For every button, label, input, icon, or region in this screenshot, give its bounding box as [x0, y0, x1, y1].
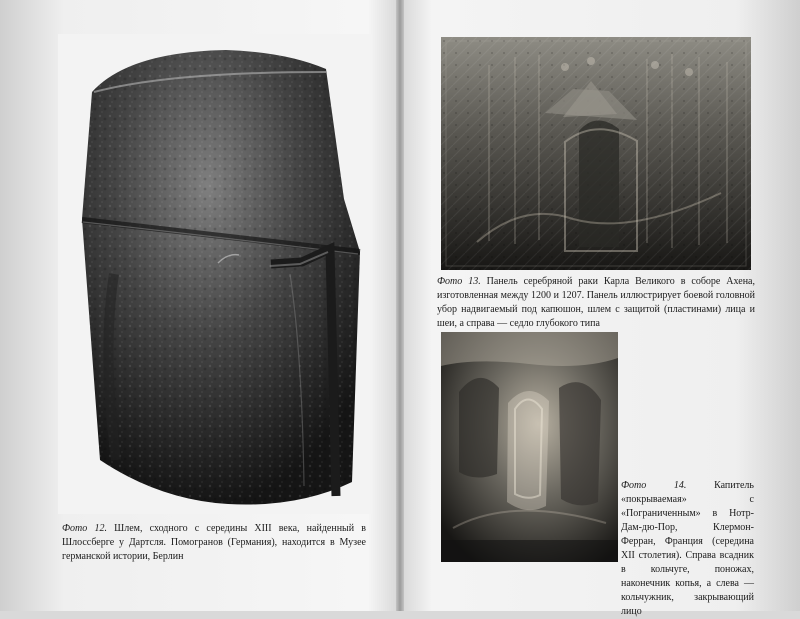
photo-12-label: Фото 12. — [62, 523, 107, 534]
photo-12-caption — [62, 522, 366, 564]
book-gutter — [396, 0, 404, 611]
photo-14-text: Капитель «покрываемая» с «Пограниченным» в Нотр-Дам-дю-Пор, Клермон-Ферран, Франция (середина XII столетия). Справа всадник в кольчуге, поножах, наконечник копья, а слева — кольчужник, закрывающий лицо — [621, 480, 754, 617]
photo-13-text: Панель серебряной раки Карла Великого в соборе Ахена, изготовленная между 1200 и 1207. Панель иллюстрирует боевой головной убор надвигаемый под капюшон, шлем с защитой (пластинами) лица и шеи, а справа — седло глубокого типа — [437, 276, 755, 329]
photo-13-label: Фото 13. — [437, 276, 481, 287]
photo-12-text: Шлем, сходного с середины XIII века, найденный в Шлоссберге у Дартсля. Помогранов (Германия), находится в Музее германской истории, Берлин — [62, 523, 367, 562]
silver-shrine-panel-photo — [441, 37, 751, 270]
helmet-photo — [58, 34, 372, 514]
photo-14-label: Фото 14. — [621, 480, 687, 491]
photo-13-caption — [437, 275, 755, 331]
photo-14-caption — [621, 479, 754, 619]
capital-photo — [441, 332, 618, 562]
